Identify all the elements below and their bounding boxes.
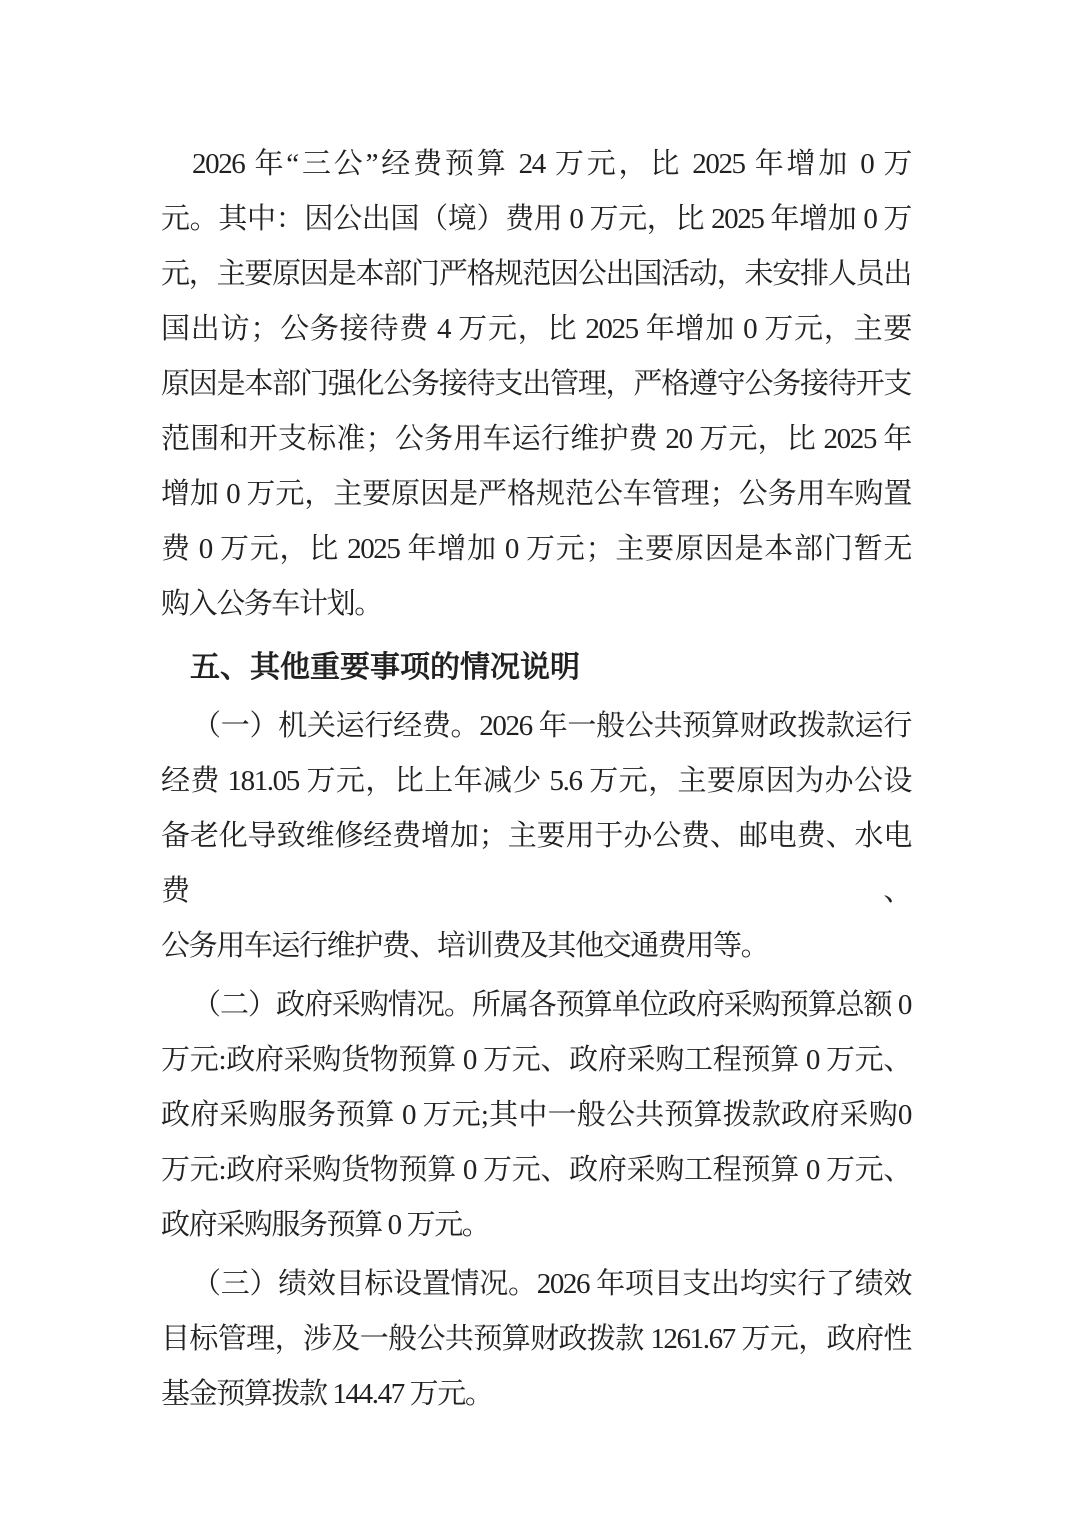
paragraph-performance-targets [161, 1257, 911, 1422]
text-line: 政府采购服务预算 0 万元。 [161, 1209, 490, 1241]
text-run: 所属各预算单位政府采购预算总额 0 [471, 989, 911, 1021]
text-line: 万元:政府采购货物预算 0 万元、政府采购工程预算 0 万元、 [161, 1044, 911, 1076]
text-line: 经费 181.05 万元，比上年减少 5.6 万元，主要原因为办公设 [161, 765, 911, 797]
section-heading-other-items: 五、其他重要事项的情况说明 [190, 651, 580, 684]
text-line: 元，主要原因是本部门严格规范因公出国活动，未安排人员出 [161, 258, 911, 290]
text-line [161, 699, 911, 754]
text-line: 范围和开支标准；公务用车运行维护费 20 万元，比 2025 年 [161, 423, 911, 455]
text-line [161, 1257, 911, 1312]
text-line: 2026 年“三公”经费预算 24 万元，比 2025 年增加 0 万 [192, 148, 911, 180]
text-run: 2026 年一般公共预算财政拨款运行 [479, 710, 911, 742]
text-line [161, 978, 911, 1033]
subsection-label: （三）绩效目标设置情况。 [192, 1268, 537, 1300]
paragraph-agency-operating-funds [161, 699, 911, 974]
document-text-block [161, 137, 911, 1422]
text-line: 备老化导致维修经费增加；主要用于办公费、邮电费、水电费、 [161, 820, 911, 907]
text-line: 国出访；公务接待费 4 万元，比 2025 年增加 0 万元，主要 [161, 313, 911, 345]
text-line: 元。其中：因公出国（境）费用 0 万元，比 2025 年增加 0 万 [161, 203, 911, 235]
text-line: 基金预算拨款 144.47 万元。 [161, 1378, 493, 1410]
paragraph-government-procurement [161, 978, 911, 1253]
text-line: 政府采购服务预算 0 万元;其中一般公共预算拨款政府采购0 [161, 1099, 911, 1131]
text-line: 目标管理，涉及一般公共预算财政拨款 1261.67 万元，政府性 [161, 1323, 911, 1355]
paragraph-sangong-budget [161, 137, 911, 632]
text-line: 原因是本部门强化公务接待支出管理，严格遵守公务接待开支 [161, 368, 911, 400]
text-line: 万元:政府采购货物预算 0 万元、政府采购工程预算 0 万元、 [161, 1154, 911, 1186]
subsection-label: （二）政府采购情况。 [192, 989, 472, 1021]
text-line: 购入公务车计划。 [161, 588, 382, 620]
subsection-label: （一）机关运行经费。 [192, 710, 480, 742]
text-run: 2026 年项目支出均实行了绩效 [536, 1268, 911, 1300]
text-line: 公务用车运行维护费、培训费及其他交通费用等。 [161, 930, 769, 962]
text-line: 费 0 万元，比 2025 年增加 0 万元；主要原因是本部门暂无 [161, 533, 911, 565]
text-line: 增加 0 万元，主要原因是严格规范公车管理；公务用车购置 [161, 478, 911, 510]
